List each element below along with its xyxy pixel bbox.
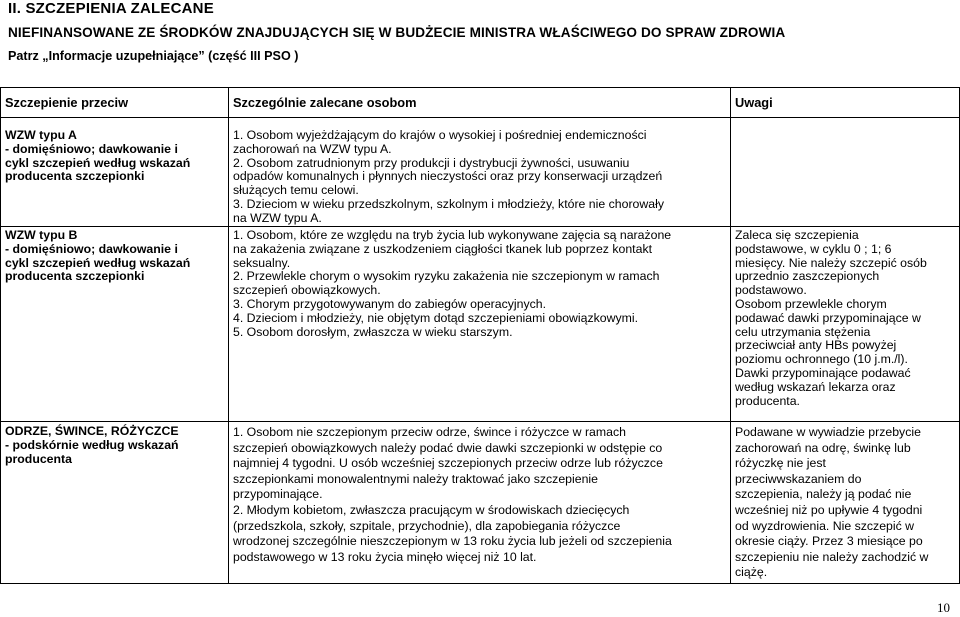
- column-header-remarks: Uwagi: [731, 88, 960, 118]
- text-line: według wskazań lekarza oraz: [735, 379, 896, 394]
- text-line: podstawowego w 13 roku życia minęło więcej niż 10 lat.: [233, 549, 537, 564]
- recommended-vaccinations-table: [0, 87, 960, 584]
- remarks-cell: [731, 422, 960, 584]
- text-line: ciążę.: [735, 565, 768, 580]
- text-line: poziomu ochronnego (10 j.m./l).: [735, 352, 908, 367]
- text-line: przeciwwskazaniem do: [735, 471, 862, 486]
- text-line: podstawowe, w cyklu 0 ; 1; 6: [735, 241, 892, 256]
- text-line: celu utrzymania stężenia: [735, 324, 871, 339]
- text-line: szczepienia, należy ją podać nie: [735, 487, 912, 502]
- text-line: - domięśniowo; dawkowanie i: [5, 141, 178, 156]
- text-line: Podawane w wywiadzie przebycie: [735, 425, 921, 439]
- text-line: na WZW typu A.: [233, 210, 322, 225]
- text-line: 1. Osobom wyjeżdżającym do krajów o wysokiej i pośredniej endemiczności: [233, 128, 647, 142]
- text-line: producenta: [5, 451, 72, 466]
- text-line: szczepień obowiązkowych.: [233, 283, 381, 298]
- section-title: II. SZCZEPIENIA ZALECANE: [8, 0, 214, 17]
- table-row: [1, 118, 960, 227]
- persons-lines: [233, 129, 726, 226]
- text-line: Zaleca się szczepienia: [735, 228, 859, 242]
- text-line: przeciwciał anty HBs powyżej: [735, 338, 897, 353]
- text-line: na zakażenia związane z uszkodzeniem ciągłości tkanek lub poprzez kontakt: [233, 241, 653, 256]
- text-line: 2. Młodym kobietom, zwłaszcza pracującym w środowiskach dziecięcych: [233, 502, 630, 517]
- vaccine-cell: [1, 422, 229, 584]
- table-row: [1, 227, 960, 422]
- remarks-lines: [735, 229, 955, 408]
- text-line: przypominające.: [233, 487, 323, 502]
- text-line: zachorowań na odrę, świnkę lub: [735, 440, 911, 455]
- vaccine-lines: [5, 129, 224, 184]
- text-line: 2. Osobom zatrudnionym przy produkcji i dystrybucji żywności, usuwaniu: [233, 155, 630, 170]
- text-line: wrodzonej szczególnie nieszczepionym w 13 roku życia lub jeżeli od szczepienia: [233, 534, 672, 549]
- reference-note: Patrz „Informacje uzupełniające” (część III PSO ): [8, 49, 299, 63]
- column-header-vaccine: Szczepienie przeciw: [1, 88, 229, 118]
- text-line: podstawowo.: [735, 283, 807, 298]
- text-line: uprzednio zaszczepionych: [735, 269, 880, 284]
- vaccine-lines: [5, 229, 224, 284]
- text-line: Dawki przypominające podawać: [735, 365, 911, 380]
- text-line: wcześniej niż po upływie 4 tygodni: [735, 502, 923, 517]
- text-line: różyczkę nie jest: [735, 456, 826, 471]
- table-header-row: [1, 88, 960, 118]
- text-line: odpadów komunalnych i płynnych nieczystości oraz przy konserwacji urządzeń: [233, 169, 663, 184]
- text-line: 4. Dzieciom i młodzieży, nie objętym dotąd szczepieniami obowiązkowymi.: [233, 310, 639, 325]
- text-line: - domięśniowo; dawkowanie i: [5, 241, 178, 256]
- column-header-persons: Szczególnie zalecane osobom: [229, 88, 731, 118]
- text-line: producenta szczepionki: [5, 169, 145, 184]
- text-line: (przedszkola, szkoły, szpitale, przychodnie), dla zapobiegania różyczce: [233, 518, 621, 533]
- text-line: zachorowań na WZW typu A.: [233, 141, 392, 156]
- text-line: 1. Osobom, które ze względu na tryb życia lub wykonywane zajęcia są narażone: [233, 228, 672, 242]
- vaccine-cell: [1, 227, 229, 422]
- remarks-cell: [731, 118, 960, 227]
- persons-lines: [233, 425, 726, 565]
- text-line: służących temu celowi.: [233, 183, 359, 198]
- text-line: cykl szczepień według wskazań: [5, 255, 191, 270]
- text-line: szczepień obowiązkowych należy podać dwie dawki szczepionki w odstępie co: [233, 440, 663, 455]
- text-line: 5. Osobom dorosłym, zwłaszcza w wieku starszym.: [233, 324, 513, 339]
- section-subtitle: NIEFINANSOWANE ZE ŚRODKÓW ZNAJDUJĄCYCH SIĘ W BUDŻECIE MINISTRA WŁAŚCIWEGO DO SPRAW ZDROWIA: [8, 25, 786, 40]
- table-row: [1, 422, 960, 584]
- text-line: ODRZE, ŚWINCE, RÓŻYCZCE: [5, 424, 179, 438]
- text-line: szczepieniu nie należy zachodzić w: [735, 549, 929, 564]
- text-line: - podskórnie według wskazań: [5, 437, 179, 452]
- text-line: producenta.: [735, 393, 800, 408]
- persons-cell: [229, 227, 731, 422]
- text-line: okresie ciąży. Przez 3 miesiące po: [735, 534, 923, 549]
- vaccine-lines: [5, 425, 224, 466]
- page-number: 10: [937, 600, 950, 615]
- vaccine-cell: [1, 118, 229, 227]
- text-line: cykl szczepień według wskazań: [5, 155, 191, 170]
- text-line: 3. Chorym przygotowywanym do zabiegów operacyjnych.: [233, 296, 547, 311]
- text-line: producenta szczepionki: [5, 269, 145, 284]
- text-line: Osobom przewlekle chorym: [735, 296, 887, 311]
- text-line: seksualny.: [233, 255, 291, 270]
- remarks-cell: [731, 227, 960, 422]
- text-line: 3. Dzieciom w wieku przedszkolnym, szkolnym i młodzieży, które nie chorowały: [233, 196, 664, 211]
- text-line: podawać dawki przypominające w: [735, 310, 921, 325]
- text-line: miesięcy. Nie należy szczepić osób: [735, 255, 927, 270]
- persons-lines: [233, 229, 726, 339]
- persons-cell: [229, 118, 731, 227]
- text-line: 1. Osobom nie szczepionym przeciw odrze, śwince i różyczce w ramach: [233, 425, 626, 439]
- persons-cell: [229, 422, 731, 584]
- text-line: 2. Przewlekle chorym o wysokim ryzyku zakażenia nie szczepionym w ramach: [233, 269, 660, 284]
- text-line: najmniej 4 tygodni. U osób wcześniej szczepionych przeciw odrze lub różyczce: [233, 456, 663, 471]
- text-line: WZW typu A: [5, 128, 77, 142]
- text-line: od wyzdrowienia. Nie szczepić w: [735, 518, 915, 533]
- remarks-lines: [735, 425, 955, 581]
- text-line: szczepionkami monowalentnymi należy traktować jako szczepienie: [233, 471, 598, 486]
- text-line: WZW typu B: [5, 228, 78, 242]
